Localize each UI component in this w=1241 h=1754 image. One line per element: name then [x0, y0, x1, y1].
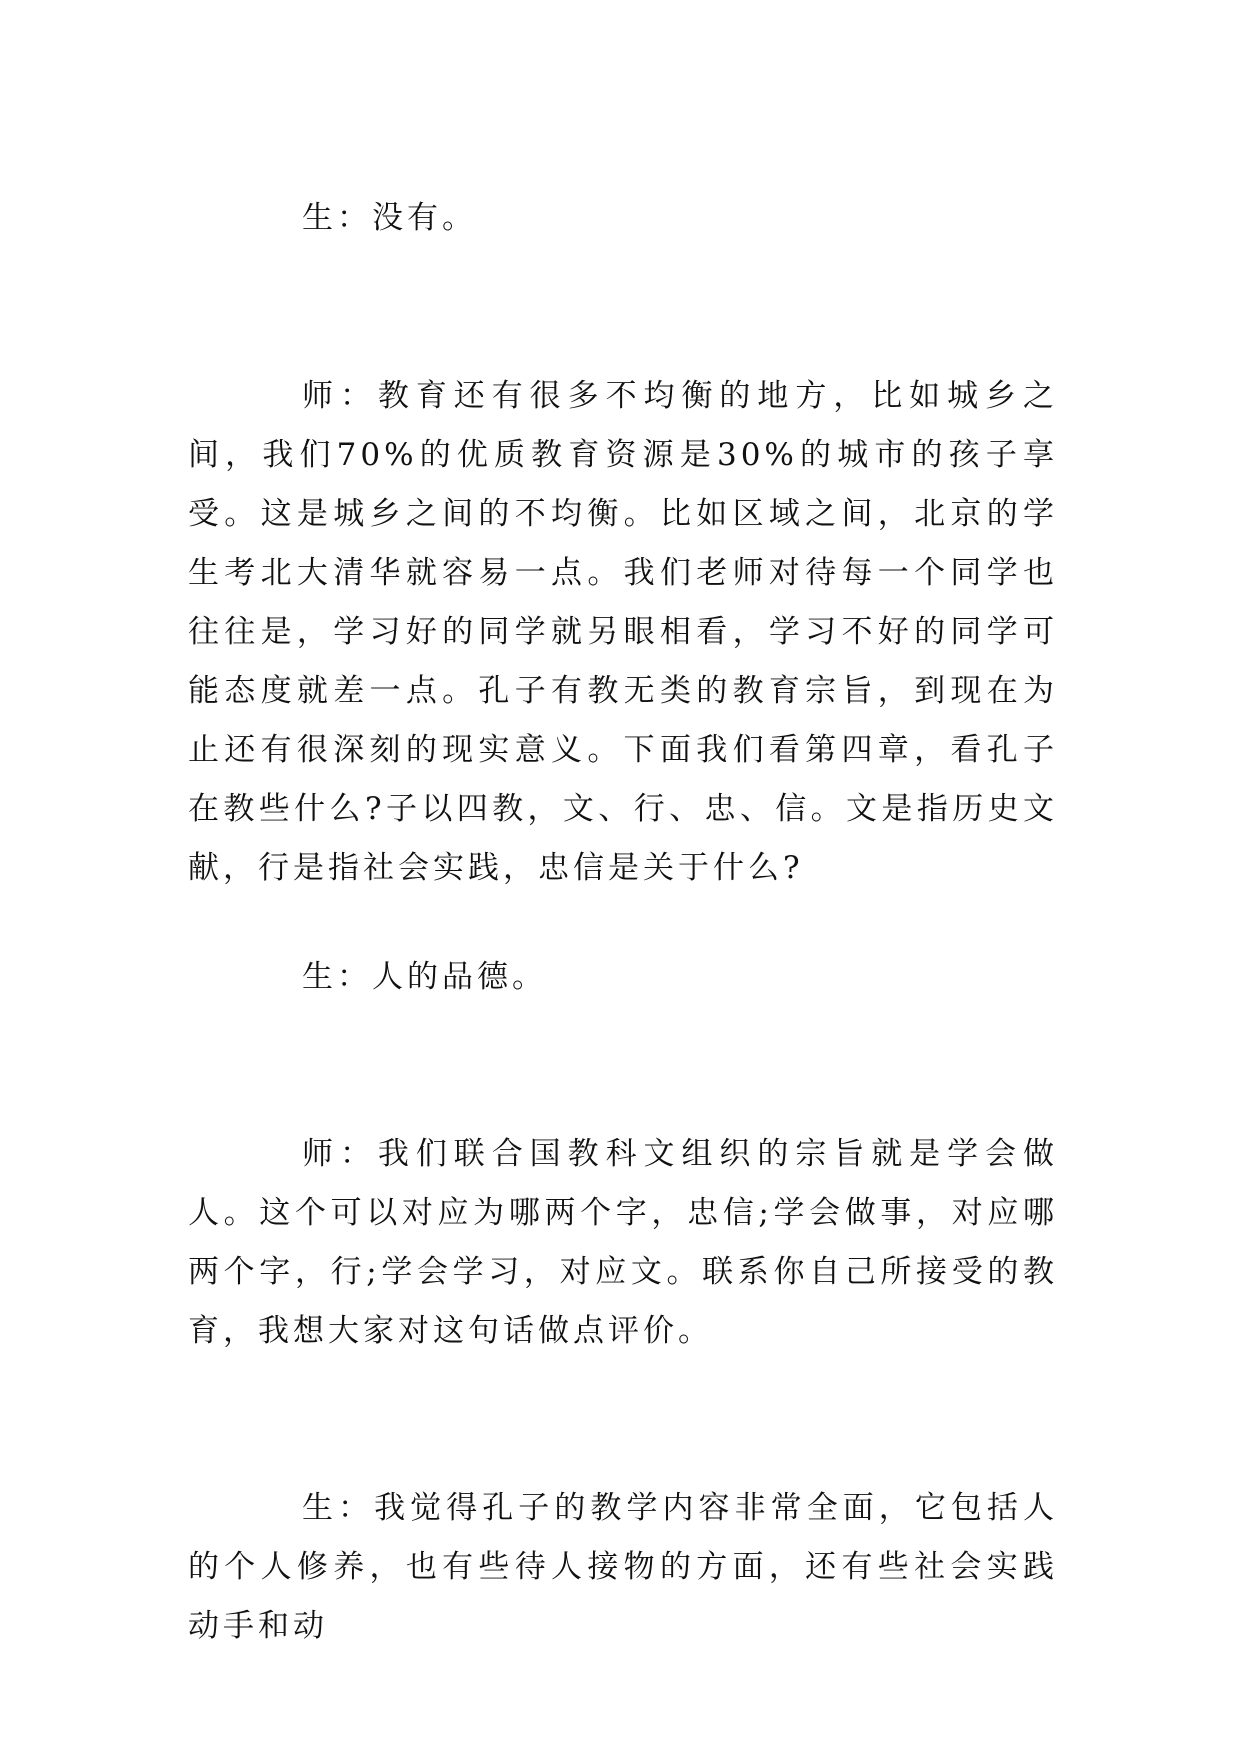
paragraph-student-reply-2: 生：人的品德。: [302, 959, 547, 995]
paragraph-student-reply-1: 生：没有。: [302, 200, 477, 236]
paragraph-teacher-2: 师：我们联合国教科文组织的宗旨就是学会做人。这个可以对应为哪两个字，忠信;学会做事，对应哪两个字，行;学会学习，对应文。联系你自己所接受的教育，我想大家对这句话做点评价。: [188, 1136, 1058, 1349]
paragraph-student-reply-3: 生：我觉得孔子的教学内容非常全面，它包括人的个人修养，也有些待人接物的方面，还有些社会实践动手和动: [188, 1490, 1058, 1644]
paragraph-teacher-1: 师：教育还有很多不均衡的地方，比如城乡之间，我们70%的优质教育资源是30%的城市的孩子享受。这是城乡之间的不均衡。比如区域之间，北京的学生考北大清华就容易一点。我们老师对待每一个同学也往往是，学习好的同学就另眼相看，学习不好的同学可能态度就差一点。孔子有教无类的教育宗旨，到现在为止还有很深刻的现实意义。下面我们看第四章，看孔子在教些什么?子以四教，文、行、忠、信。文是指历史文献，行是指社会实践，忠信是关于什么?: [188, 378, 1058, 886]
